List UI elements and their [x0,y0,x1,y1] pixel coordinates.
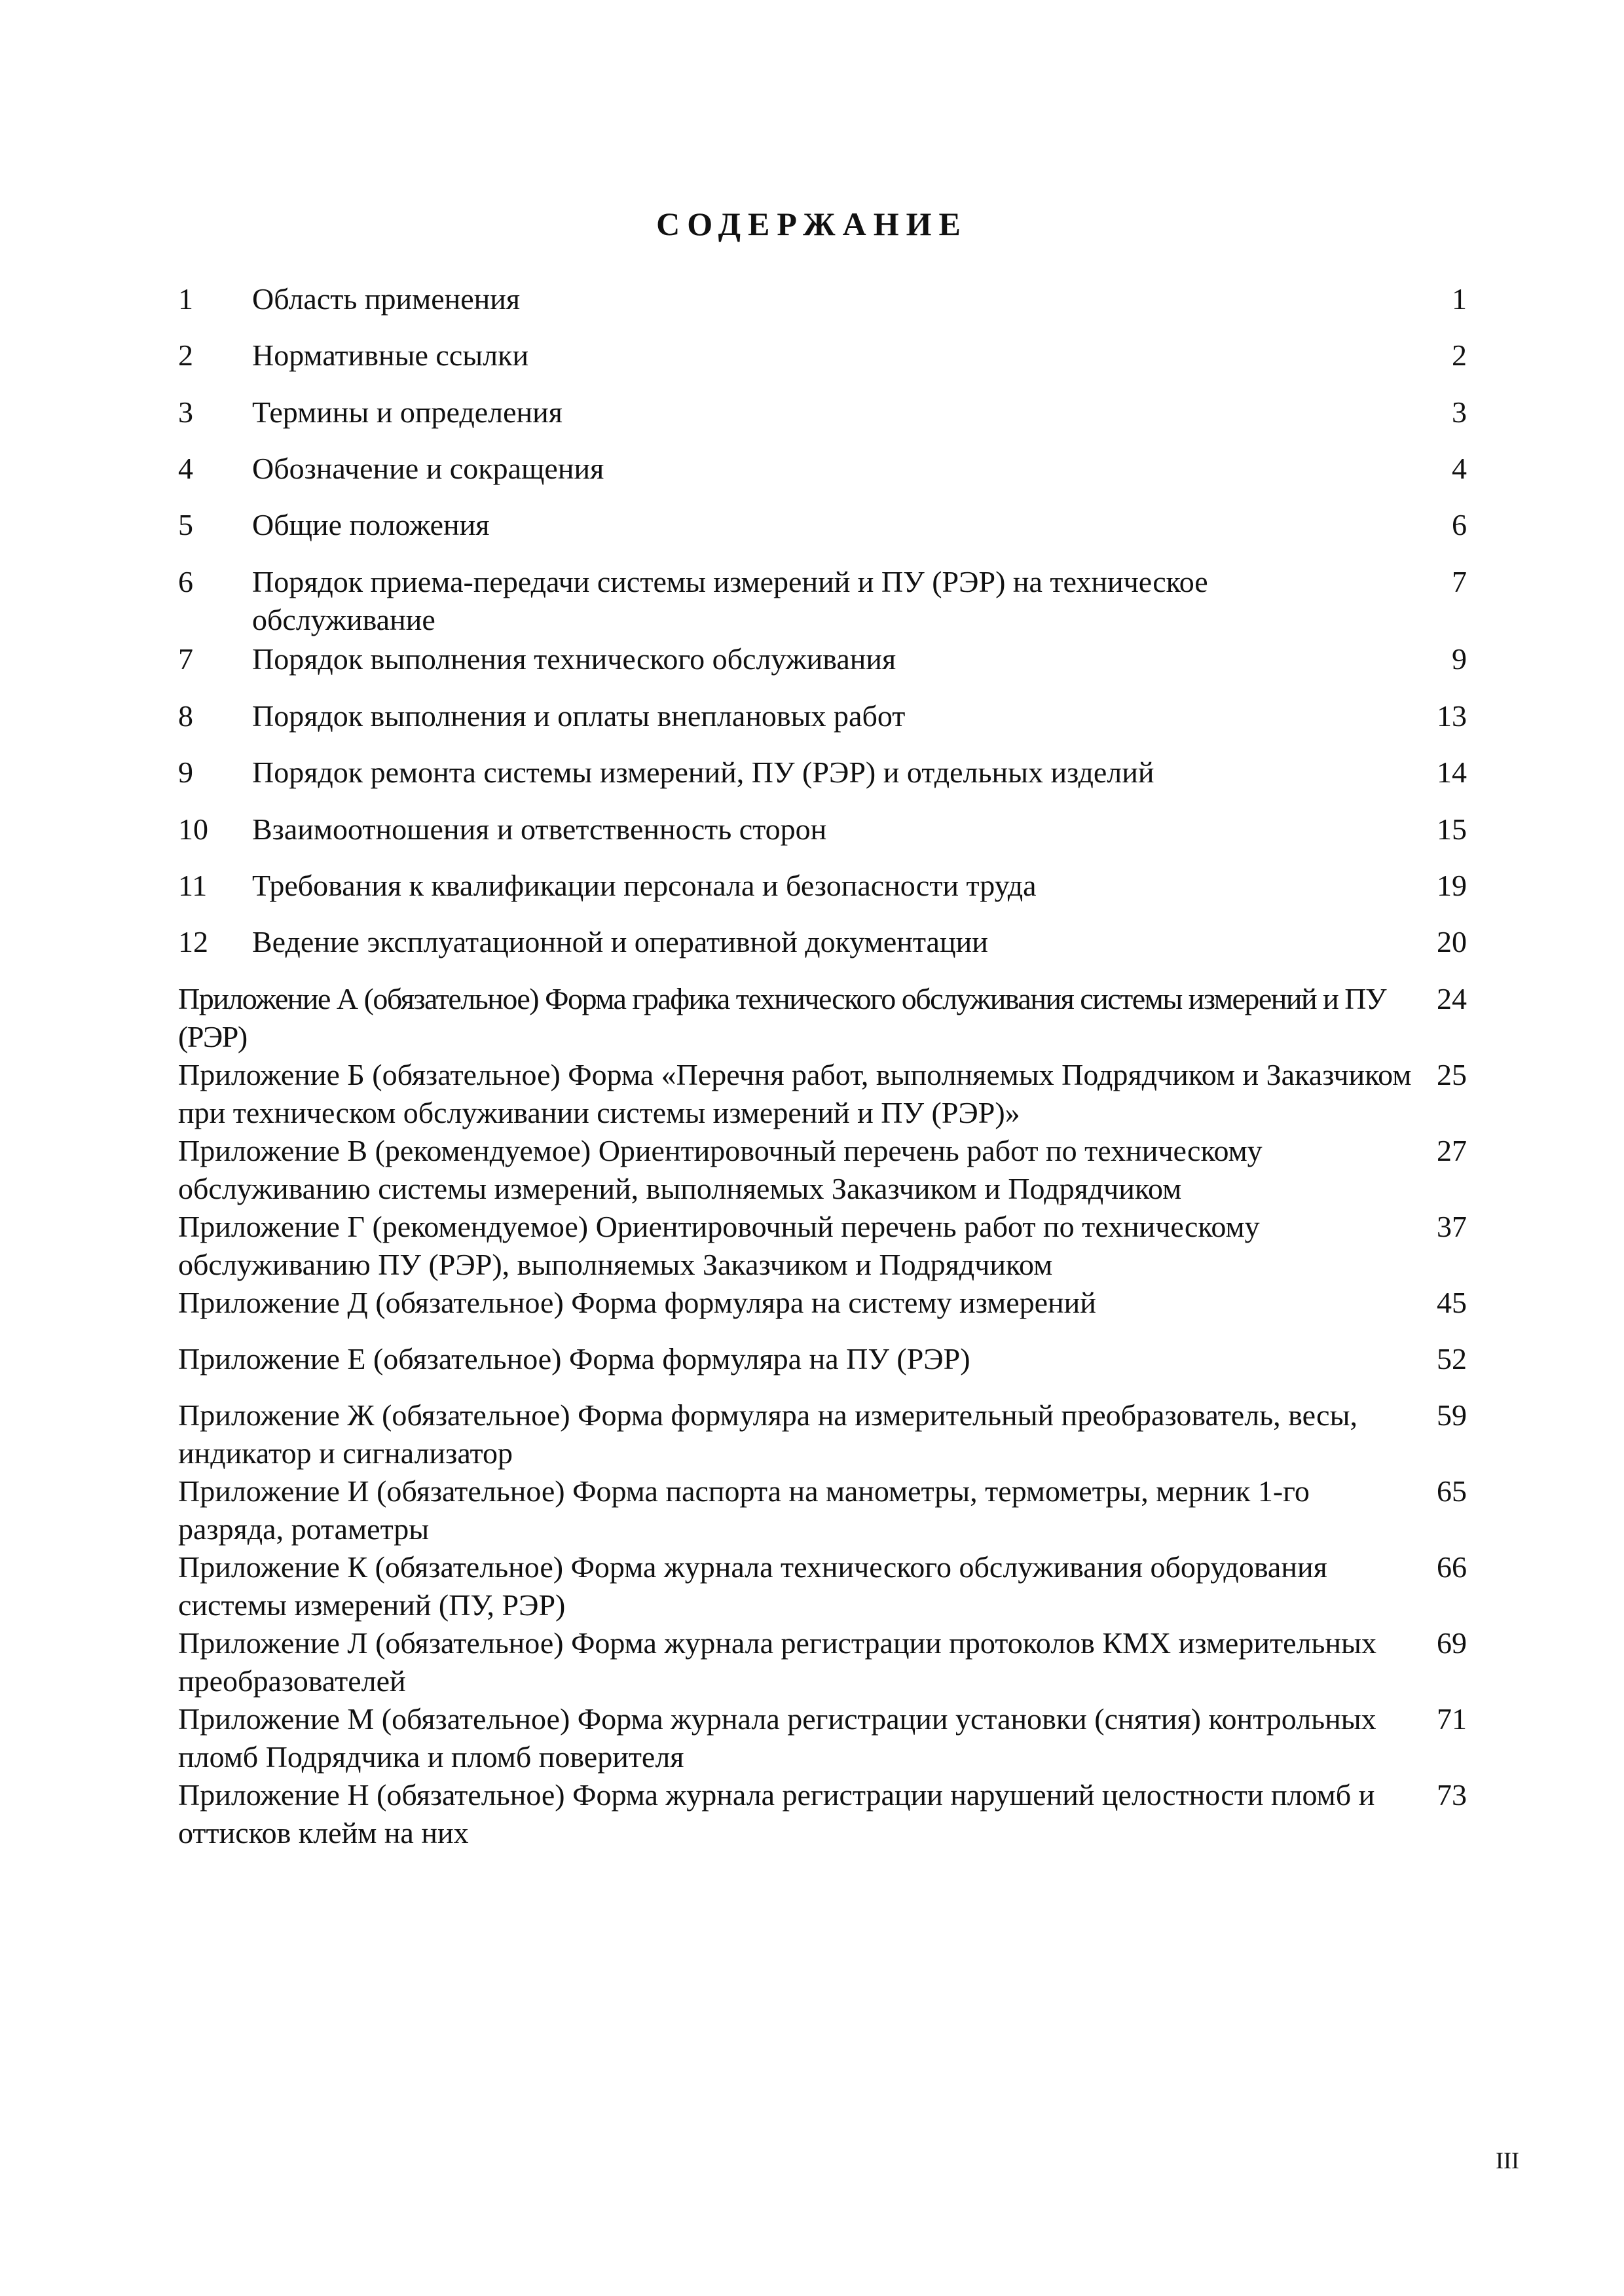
section-page-number: 4 [1452,452,1467,485]
section-title: Порядок выполнения технического обслуживания [252,642,896,676]
appendix-page-number: 45 [1437,1286,1467,1319]
section-title: Взаимоотношения и ответственность сторон [252,812,827,846]
appendix-title: Приложение Н (обязательное) Форма журнала регистрации нарушений целостности пломб и оттисков клейм на них [178,1778,1375,1850]
appendix-page-number: 52 [1437,1342,1467,1376]
section-number: 1 [178,282,193,316]
section-number: 9 [178,756,193,789]
appendix-page-number: 27 [1437,1134,1467,1167]
footer-page-number: III [1496,2147,1519,2174]
section-title: Обозначение и сокращения [252,452,604,485]
appendix-title: Приложение М (обязательное) Форма журнала регистрации установки (снятия) контрольных пломб Подрядчика и пломб поверителя [178,1702,1376,1774]
section-page-number: 3 [1452,395,1467,429]
appendix-page-number: 24 [1437,982,1467,1015]
appendix-page-number: 66 [1437,1550,1467,1584]
appendix-title: Приложение Ж (обязательное) Форма формуляра на измерительный преобразователь, весы, индикатор и сигнализатор [178,1398,1357,1470]
section-page-number: 1 [1452,282,1467,316]
section-number: 6 [178,565,193,598]
appendix-page-number: 71 [1437,1702,1467,1736]
section-title: Порядок ремонта системы измерений, ПУ (РЭР) и отдельных изделий [252,756,1154,789]
appendix-title: Приложение Е (обязательное) Форма формуляра на ПУ (РЭР) [178,1342,970,1376]
section-number: 7 [178,642,193,676]
section-title: Требования к квалификации персонала и безопасности труда [252,869,1037,902]
appendix-page-number: 59 [1437,1398,1467,1432]
section-page-number: 9 [1452,642,1467,676]
section-title: Общие положения [252,508,490,541]
section-number: 4 [178,452,193,485]
appendix-page-number: 73 [1437,1778,1467,1812]
appendix-title: Приложение Д (обязательное) Форма формуляра на систему измерений [178,1286,1096,1319]
appendix-title: Приложение И (обязательное) Форма паспорта на манометры, термометры, мерник 1-го разряда, ротаметры [178,1474,1310,1546]
appendix-title: Приложение Г (рекомендуемое) Ориентировочный перечень работ по техническому обслуживанию ПУ (РЭР), выполняемых Заказчиком и Подрядчиком [178,1210,1260,1281]
section-number: 10 [178,812,208,846]
appendix-title: Приложение А (обязательное) Форма графика технического обслуживания системы измерений и ПУ (РЭР) [178,982,1386,1053]
appendix-page-number: 65 [1437,1474,1467,1508]
toc-title: СОДЕРЖАНИЕ [656,206,968,242]
section-page-number: 2 [1452,338,1467,372]
section-page-number: 14 [1437,756,1467,789]
appendix-title: Приложение К (обязательное) Форма журнала технического обслуживания оборудования системы измерений (ПУ, РЭР) [178,1550,1327,1622]
section-title: Ведение эксплуатационной и оперативной документации [252,925,988,958]
section-number: 3 [178,395,193,429]
appendix-title: Приложение Б (обязательное) Форма «Перечня работ, выполняемых Подрядчиком и Заказчиком при техническом обслуживании системы измерений и ПУ (РЭР)» [178,1058,1412,1129]
section-page-number: 13 [1437,699,1467,733]
section-title: Область применения [252,282,521,316]
section-number: 12 [178,925,208,958]
section-page-number: 20 [1437,925,1467,958]
appendix-title: Приложение В (рекомендуемое) Ориентировочный перечень работ по техническому обслуживанию системы измерений, выполняемых Заказчиком и Подрядчиком [178,1134,1263,1205]
section-page-number: 6 [1452,508,1467,541]
section-number: 11 [178,869,208,902]
section-number: 8 [178,699,193,733]
section-page-number: 7 [1452,565,1467,598]
section-page-number: 15 [1437,812,1467,846]
section-number: 2 [178,338,193,372]
section-title: Порядок выполнения и оплаты внеплановых работ [252,699,906,733]
appendix-page-number: 25 [1437,1058,1467,1091]
section-title: Порядок приема-передачи системы измерений и ПУ (РЭР) на техническое обслуживание [252,565,1208,636]
appendix-title: Приложение Л (обязательное) Форма журнала регистрации протоколов КМХ измерительных преобразователей [178,1626,1376,1698]
section-title: Термины и определения [252,395,563,429]
appendix-page-number: 37 [1437,1210,1467,1243]
section-page-number: 19 [1437,869,1467,902]
section-title: Нормативные ссылки [252,338,529,372]
appendix-page-number: 69 [1437,1626,1467,1660]
section-number: 5 [178,508,193,541]
